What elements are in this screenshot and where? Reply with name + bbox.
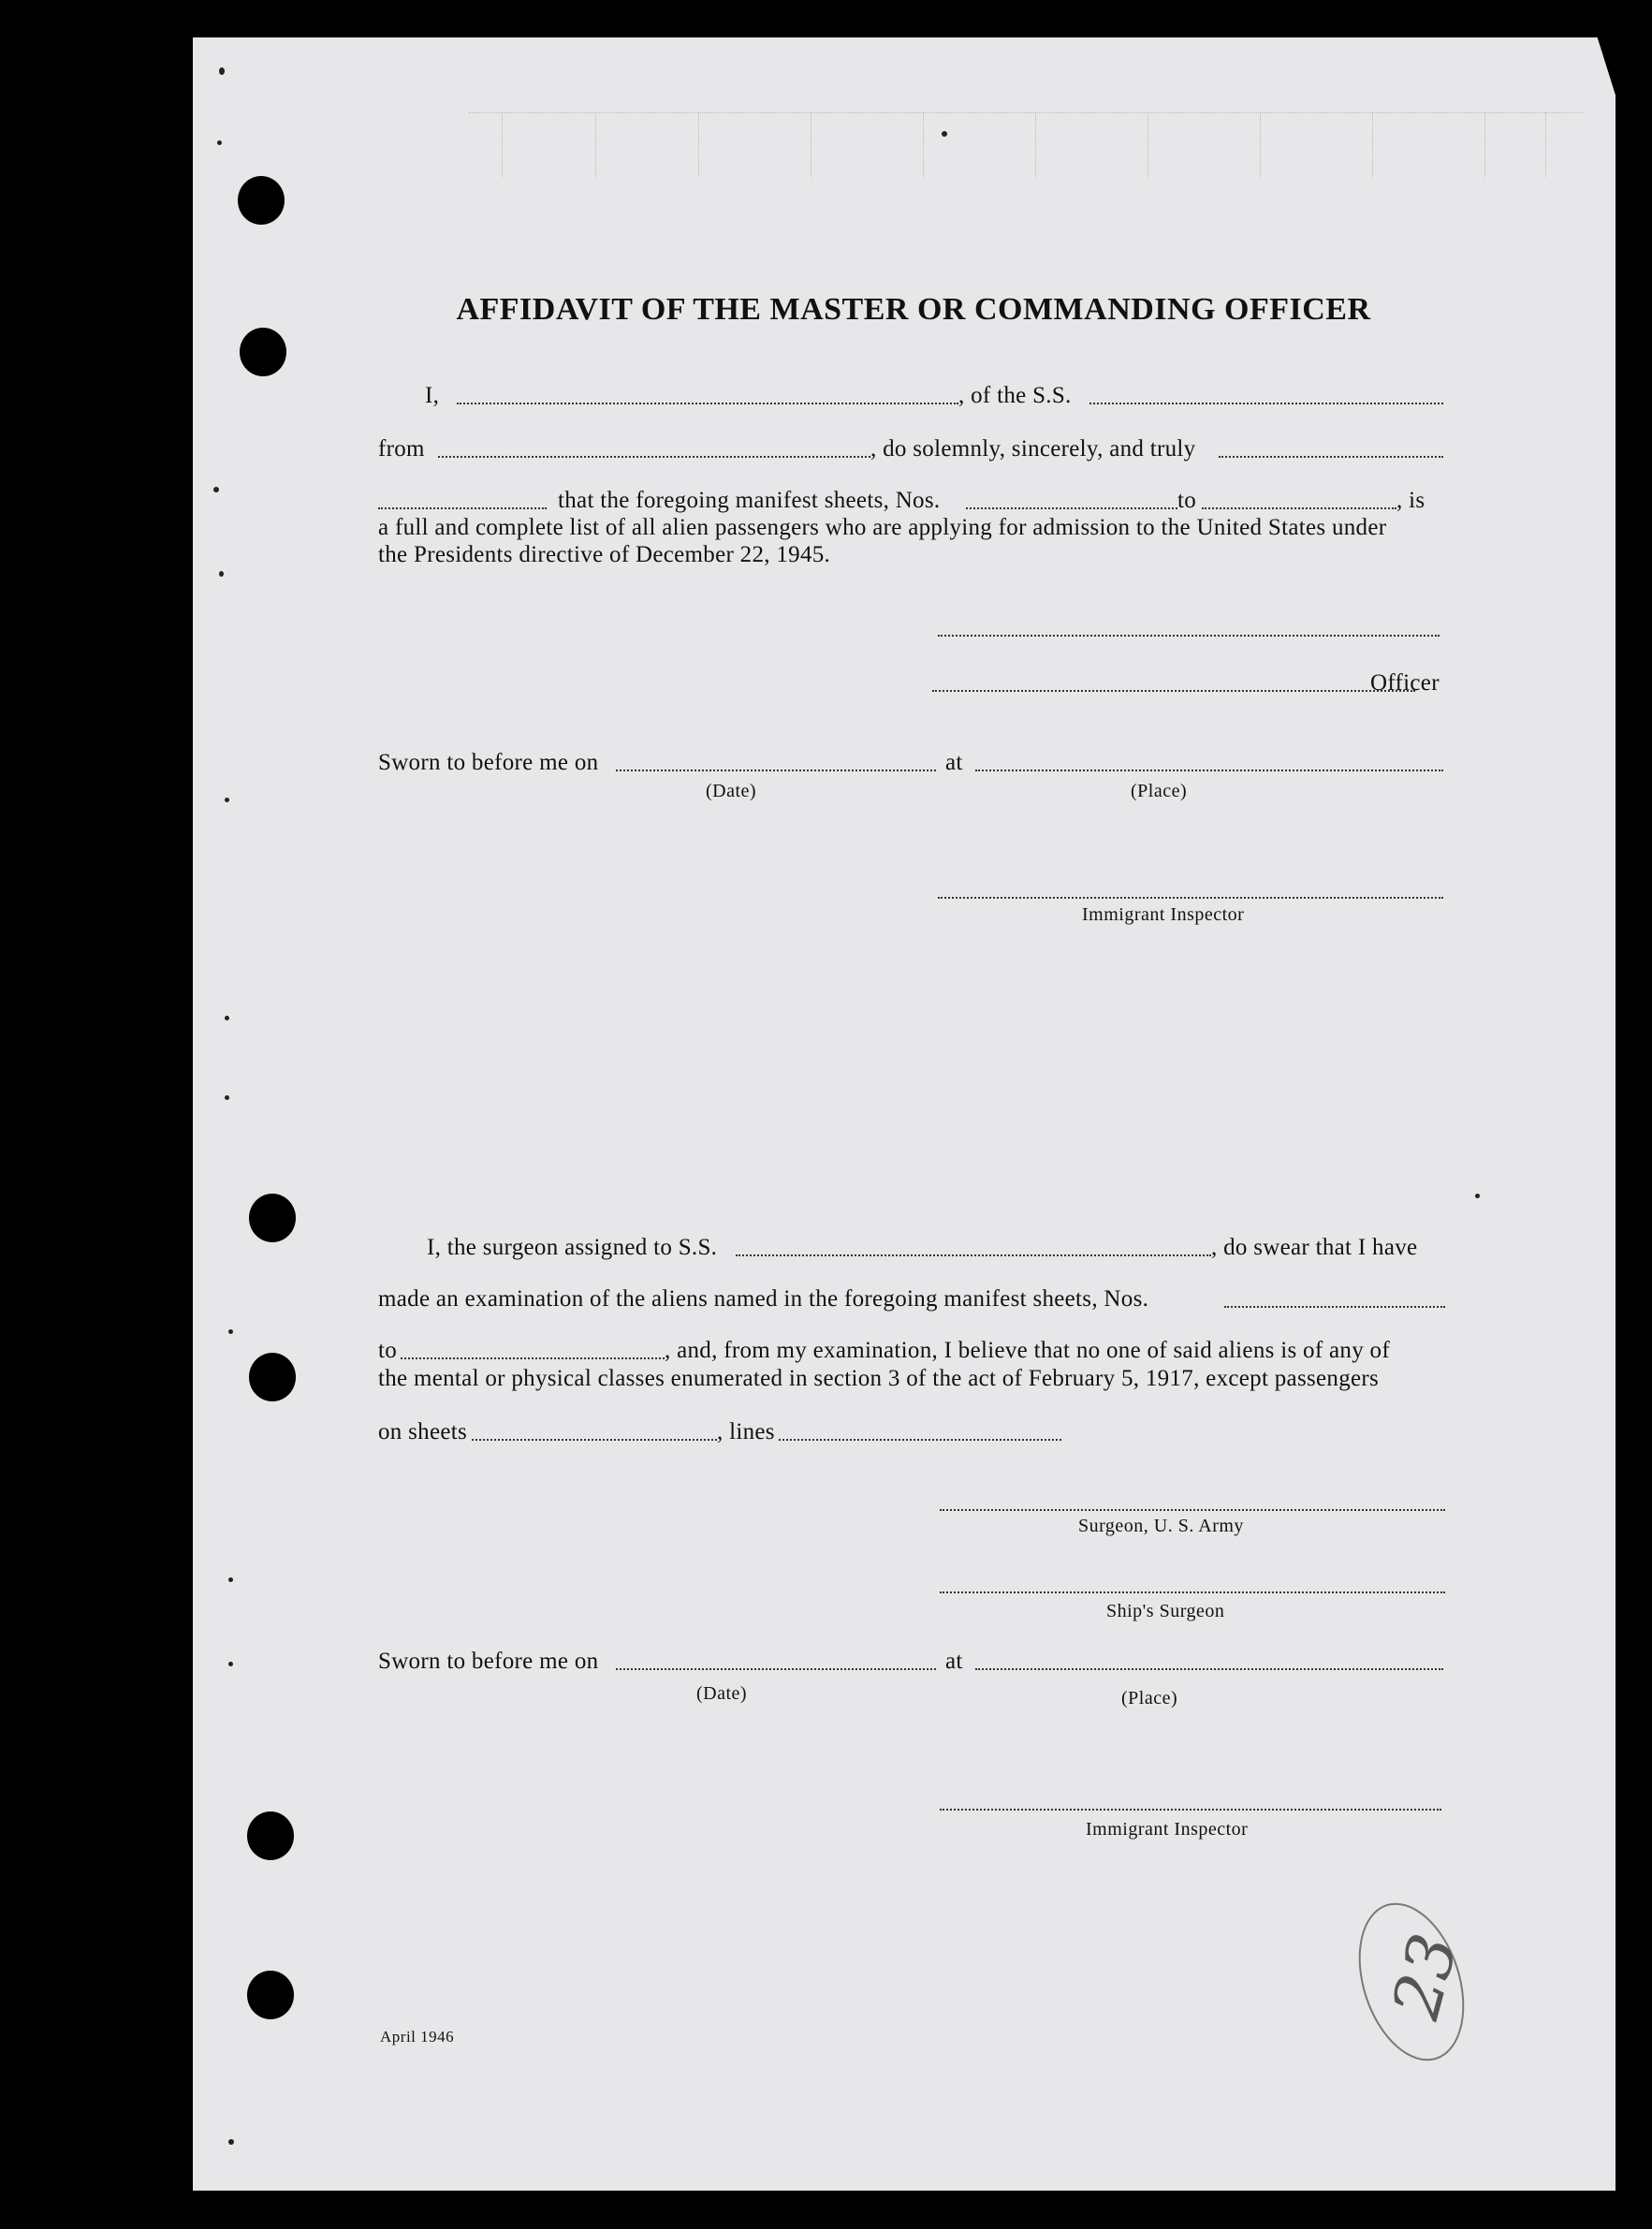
surgeon-nos-to-field[interactable] [401, 1357, 665, 1359]
surgeon-swear-label: , do swear that I have [1211, 1235, 1418, 1260]
surgeon-line4: the mental or physical classes enumerated in section 3 of the act of February 5, 1917, except passengers [378, 1366, 1380, 1391]
speck [228, 2139, 234, 2145]
speck [225, 798, 229, 802]
speck [228, 1329, 233, 1334]
surgeon-sworn-label: Sworn to before me on [378, 1649, 599, 1674]
speck [219, 571, 224, 577]
surgeon-sheets-field[interactable] [472, 1439, 717, 1441]
surgeon-date-caption: (Date) [696, 1683, 748, 1704]
punch-hole [249, 1194, 296, 1242]
speck [225, 1095, 229, 1100]
form-title: AFFIDAVIT OF THE MASTER OR COMMANDING OFFICER [456, 292, 1371, 327]
master-oath-field[interactable] [1219, 456, 1443, 458]
faint-grid-line [698, 112, 699, 178]
faint-grid-line [502, 112, 503, 178]
surgeon-lines-field[interactable] [779, 1439, 1061, 1441]
form-page [193, 37, 1615, 2191]
officer-title-field[interactable] [932, 690, 1415, 692]
ship-surgeon-caption: Ship's Surgeon [1106, 1601, 1225, 1621]
master-inspector-signature-field[interactable] [938, 897, 1443, 899]
master-from-field[interactable] [438, 456, 870, 458]
surgeon-inspector-caption: Immigrant Inspector [1086, 1819, 1249, 1840]
master-oath-verb-field[interactable] [378, 507, 547, 509]
master-ship-field[interactable] [1089, 403, 1443, 404]
faint-grid-line [1372, 112, 1373, 178]
surgeon-sheets-label: on sheets [378, 1419, 468, 1444]
speck [228, 1577, 233, 1582]
faint-grid-line [923, 112, 924, 178]
ship-surgeon-signature-field[interactable] [940, 1591, 1445, 1593]
surgeon-line1-label: I, the surgeon assigned to S.S. [427, 1235, 718, 1260]
surgeon-sworn-place-field[interactable] [975, 1668, 1443, 1670]
punch-hole [249, 1353, 296, 1401]
master-nos-from-field[interactable] [966, 507, 1177, 509]
surgeon-to-label: to [378, 1338, 398, 1363]
speck [219, 67, 225, 75]
footer-date: April 1946 [380, 2028, 455, 2046]
surgeon-line3: , and, from my examination, I believe that no one of said aliens is of any of [665, 1338, 1390, 1363]
master-sworn-date-field[interactable] [616, 770, 936, 771]
surgeon-place-caption: (Place) [1121, 1688, 1178, 1708]
surgeon-lines-label: , lines [717, 1419, 775, 1444]
speck [1475, 1194, 1480, 1198]
faint-grid-line [1484, 112, 1485, 178]
master-place-caption: (Place) [1131, 781, 1188, 801]
speck [942, 131, 947, 137]
army-surgeon-caption: Surgeon, U. S. Army [1078, 1516, 1244, 1536]
master-ship-label: , of the S.S. [958, 383, 1072, 408]
punch-hole [238, 176, 285, 225]
page-corner [1597, 36, 1617, 101]
speck [228, 1662, 233, 1666]
master-line4: a full and complete list of all alien passengers who are applying for admission to the United States under [378, 515, 1387, 540]
master-signature-field[interactable] [938, 635, 1440, 637]
speck [225, 1016, 229, 1020]
army-surgeon-signature-field[interactable] [940, 1509, 1445, 1511]
master-at-label: at [945, 750, 963, 775]
faint-grid-line [1035, 112, 1036, 178]
speck [213, 487, 219, 492]
master-manifest-label: that the foregoing manifest sheets, Nos. [558, 488, 941, 513]
master-nos-to-field[interactable] [1202, 507, 1396, 509]
master-name-field[interactable] [457, 403, 958, 404]
punch-hole [247, 1971, 294, 2019]
surgeon-line2: made an examination of the aliens named in the foregoing manifest sheets, Nos. [378, 1286, 1149, 1312]
faint-grid-line [1545, 112, 1546, 178]
officer-label: Officer [1370, 670, 1440, 696]
surgeon-inspector-signature-field[interactable] [940, 1809, 1441, 1811]
master-from-label: from [378, 436, 425, 462]
speck [217, 140, 222, 145]
punch-hole [240, 328, 286, 376]
surgeon-ship-field[interactable] [736, 1254, 1211, 1256]
master-date-caption: (Date) [706, 781, 757, 801]
faint-grid-top [469, 112, 1583, 113]
master-to-label: to [1177, 488, 1197, 513]
master-sworn-place-field[interactable] [975, 770, 1443, 771]
master-line5: the Presidents directive of December 22, 1945. [378, 542, 831, 567]
stamp-number: 23 [1377, 1926, 1473, 2027]
master-inspector-caption: Immigrant Inspector [1082, 904, 1245, 925]
master-line1-label: I, [425, 383, 440, 408]
master-sworn-label: Sworn to before me on [378, 750, 599, 775]
surgeon-nos-from-field[interactable] [1224, 1306, 1445, 1308]
master-is-label: , is [1396, 488, 1425, 513]
faint-grid-line [595, 112, 596, 178]
faint-grid-line [1260, 112, 1261, 178]
master-solemnly-label: , do solemnly, sincerely, and truly [870, 436, 1196, 462]
surgeon-sworn-date-field[interactable] [616, 1668, 936, 1670]
punch-hole [247, 1811, 294, 1860]
surgeon-at-label: at [945, 1649, 963, 1674]
